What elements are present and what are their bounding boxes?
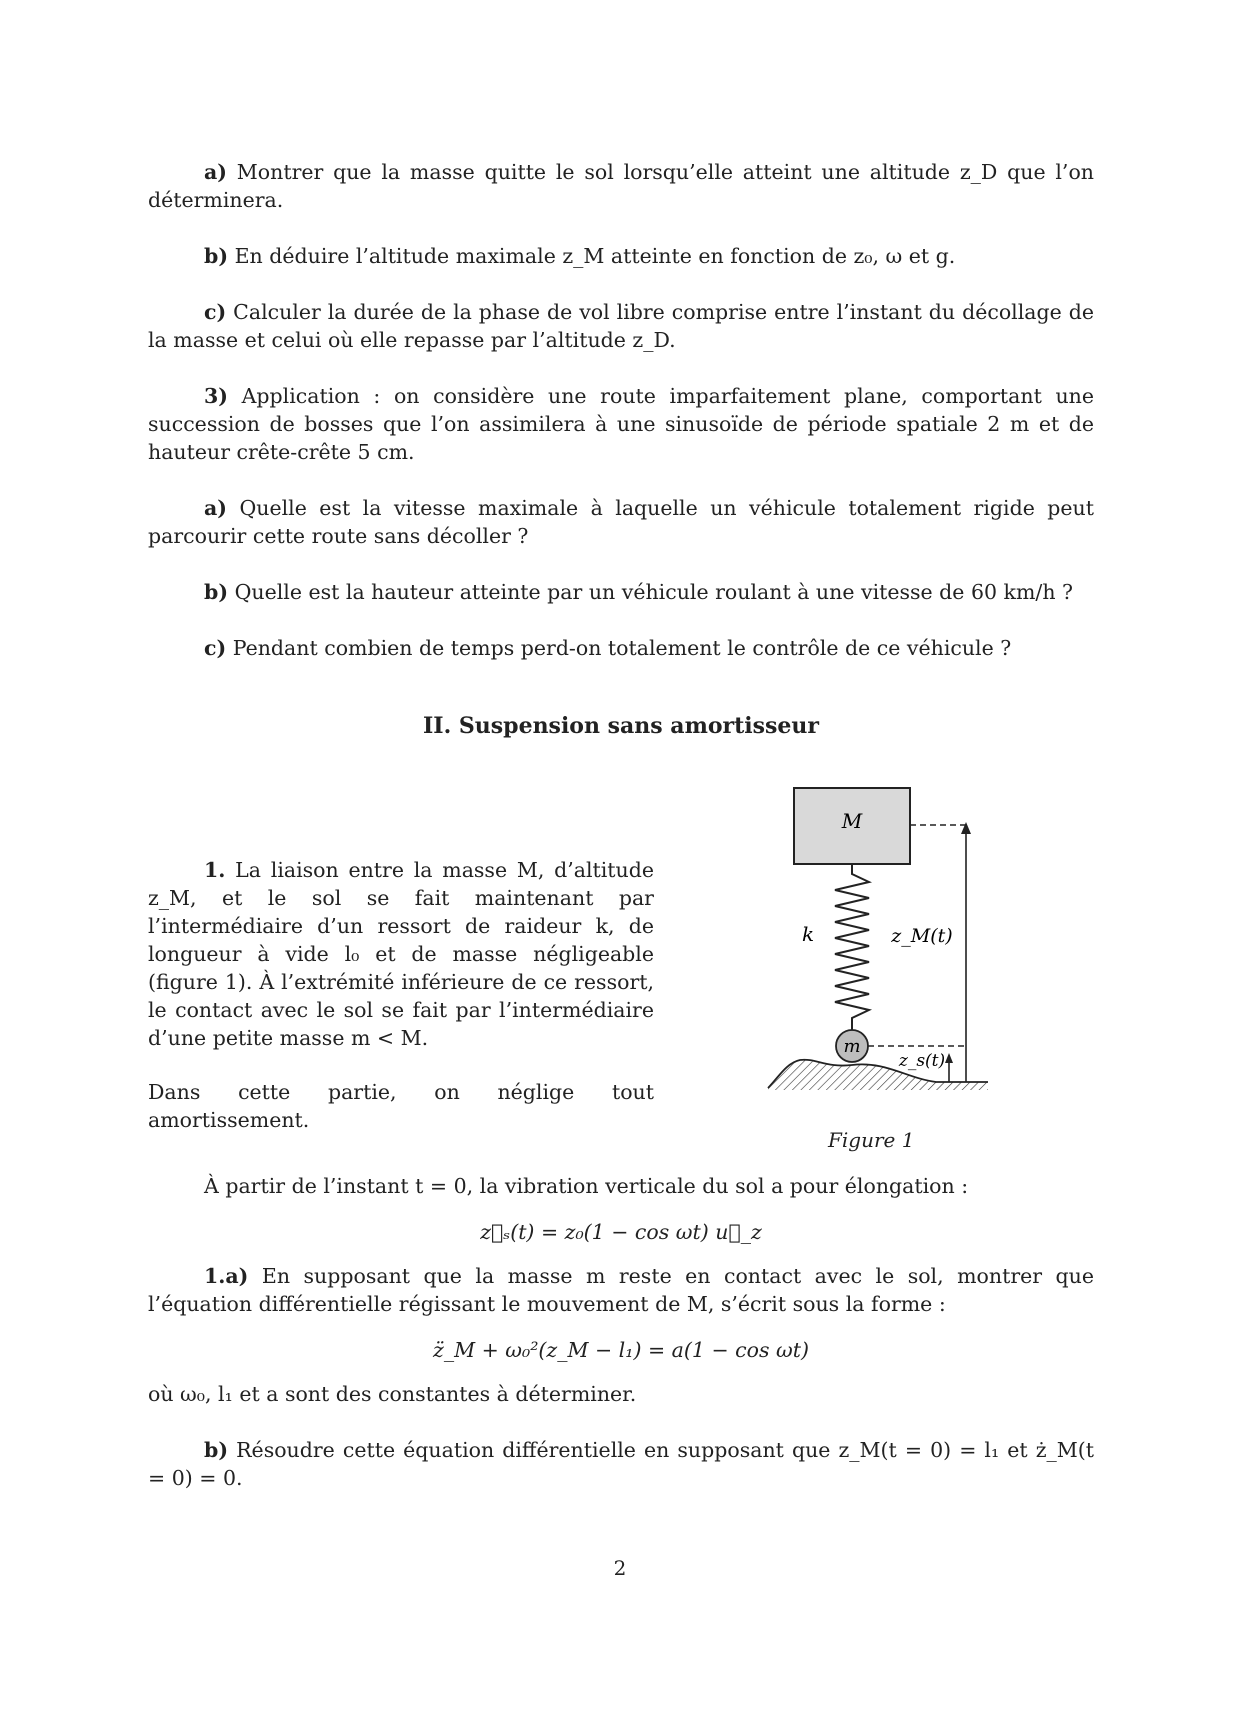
question-label: b) (204, 244, 229, 268)
question-3c (148, 634, 1094, 662)
question-2a (148, 158, 1094, 214)
question-3a (148, 494, 1094, 550)
question-text: Quelle est la vitesse maximale à laquelle un véhicule totalement rigide peut parcourir cette route sans décoller ? (148, 496, 1094, 548)
section-title: II. Suspension sans amortisseur (423, 713, 819, 739)
question-label: c) (204, 300, 227, 324)
part-1-note: Dans cette partie, on néglige tout amortissement. (148, 1080, 654, 1132)
question-label: 1. (204, 858, 226, 882)
question-text: Pendant combien de temps perd-on totalement le contrôle de ce véhicule ? (232, 636, 1012, 660)
question-3 (148, 382, 1094, 466)
question-text: En déduire l’altitude maximale z_M atteinte en fonction de z₀, ω et g. (234, 244, 956, 268)
question-text: En supposant que la masse m reste en contact avec le sol, montrer que l’équation différentielle régissant le mouvement de M, s’écrit sous la forme : (148, 1264, 1094, 1316)
question-text: Calculer la durée de la phase de vol libre comprise entre l’instant du décollage de la masse et celui où elle repasse par l’altitude z_D. (148, 300, 1094, 352)
question-label: a) (204, 496, 227, 520)
equation-constants-note: où ω₀, l₁ et a sont des constantes à déterminer. (148, 1382, 637, 1406)
page-number: 2 (613, 1556, 627, 1580)
figure-side-text (148, 856, 654, 1134)
question-label: b) (204, 1438, 229, 1462)
equation-differential: z̈_M + ω₀²(z_M − l₁) = a(1 − cos ωt) (433, 1338, 809, 1362)
spring-stiffness-label: k (801, 922, 815, 946)
mass-M-label: M (841, 809, 863, 833)
figure-caption: Figure 1 (828, 1128, 915, 1152)
figure-1-diagram (756, 778, 1016, 1158)
vibration-intro: À partir de l’instant t = 0, la vibration verticale du sol a pour élongation : (204, 1174, 969, 1198)
zs-arrowhead (945, 1053, 953, 1063)
question-text: Quelle est la hauteur atteinte par un véhicule roulant à une vitesse de 60 km/h ? (234, 580, 1074, 604)
page-content (148, 158, 1094, 1492)
question-label: c) (204, 636, 227, 660)
question-2c (148, 298, 1094, 354)
question-text: Application : on considère une route imparfaitement plane, comportant une succession de bosses que l’on assimilera à une sinusoïde de période spatiale 2 m et de hauteur crête-crête 5 cm. (148, 384, 1094, 464)
mass-m-label: m (843, 1036, 861, 1057)
question-label: b) (204, 580, 229, 604)
question-label: 1.a) (204, 1264, 249, 1288)
zM-arrowhead (961, 822, 971, 834)
part-1-statement (148, 856, 654, 1052)
question-1b (148, 1436, 1094, 1492)
question-label: a) (204, 160, 227, 184)
question-1a (148, 1262, 1094, 1318)
spring (835, 864, 869, 1030)
ground-hatch (768, 1060, 988, 1090)
question-3b (148, 578, 1094, 606)
zs-label: z_s(t) (898, 1051, 946, 1071)
equation-ground-vibration: z⃗ₛ(t) = z₀(1 − cos ωt) u⃗_z (480, 1220, 762, 1244)
zM-label: z_M(t) (891, 925, 953, 947)
question-text: La liaison entre la masse M, d’altitude z_M, et le sol se fait maintenant par l’intermédiaire d’un ressort de raideur k, de longueur à vide l₀ et de masse négligeable (figure 1). À l’extrémité inférieure de ce ressort, le contact avec le sol se fait par l’intermédiaire d’une petite masse m < M. (148, 858, 654, 1050)
figure-row (148, 778, 1094, 1158)
question-text: Montrer que la masse quitte le sol lorsqu’elle atteint une altitude z_D que l’on déterminera. (148, 160, 1094, 212)
question-label: 3) (204, 384, 228, 408)
question-text: Résoudre cette équation différentielle en supposant que z_M(t = 0) = l₁ et ż_M(t = 0) = 0. (148, 1438, 1094, 1490)
question-2b (148, 242, 1094, 270)
